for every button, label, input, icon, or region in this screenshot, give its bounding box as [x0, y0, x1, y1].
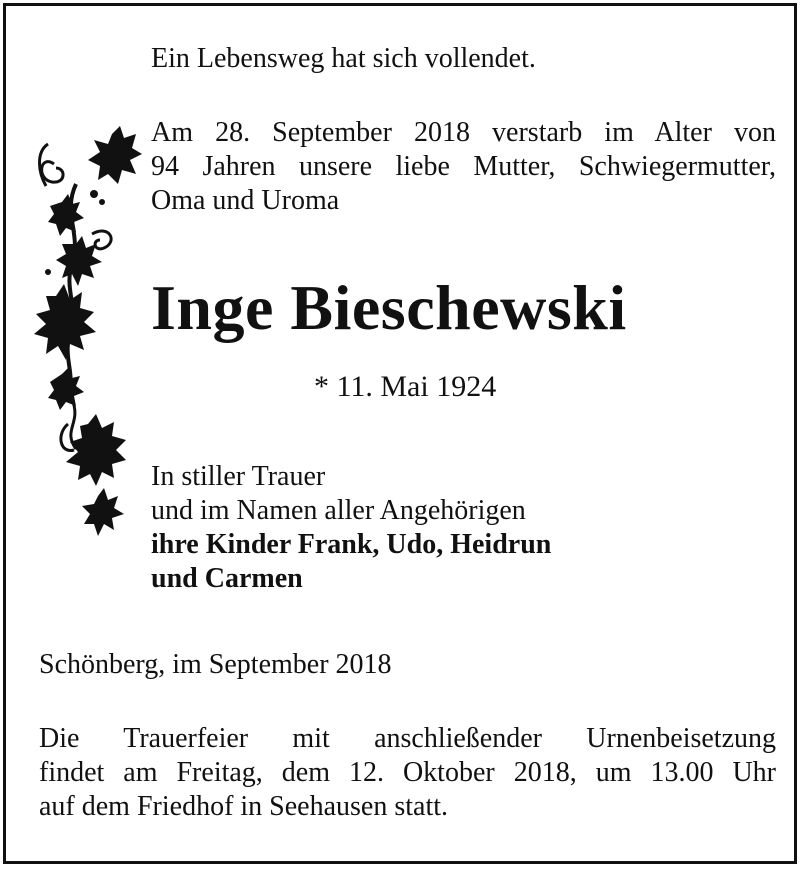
ceremony-info — [39, 722, 776, 824]
birth-date: * 11. Mai 1924 — [314, 370, 497, 403]
mourners-line: In stiller Trauer — [151, 461, 326, 492]
deceased-name: Inge Bieschewski — [151, 272, 627, 343]
mourners-line: und im Namen aller Angehörigen — [151, 495, 526, 526]
notice-line: 94 Jahren unsere liebe Mutter, Schwiegermutter, — [151, 151, 776, 182]
place-date: Schönberg, im September 2018 — [39, 649, 392, 680]
mourners-names: und Carmen — [151, 563, 303, 594]
ceremony-line: auf dem Friedhof in Seehausen statt. — [39, 791, 449, 822]
ceremony-line: findet am Freitag, dem 12. Oktober 2018, um 13.00 Uhr — [39, 757, 776, 788]
notice-line: Oma und Uroma — [151, 185, 340, 216]
ceremony-line: Die Trauerfeier mit anschließender Urnenbeisetzung — [39, 723, 776, 754]
death-notice — [151, 116, 776, 218]
grapevine-icon — [32, 124, 144, 554]
mourners-names: ihre Kinder Frank, Udo, Heidrun — [151, 529, 552, 560]
obituary-frame — [3, 3, 797, 864]
notice-line: Am 28. September 2018 verstarb im Alter von — [151, 117, 776, 148]
intro-text: Ein Lebensweg hat sich vollendet. — [151, 43, 536, 74]
mourners-block — [151, 460, 551, 596]
